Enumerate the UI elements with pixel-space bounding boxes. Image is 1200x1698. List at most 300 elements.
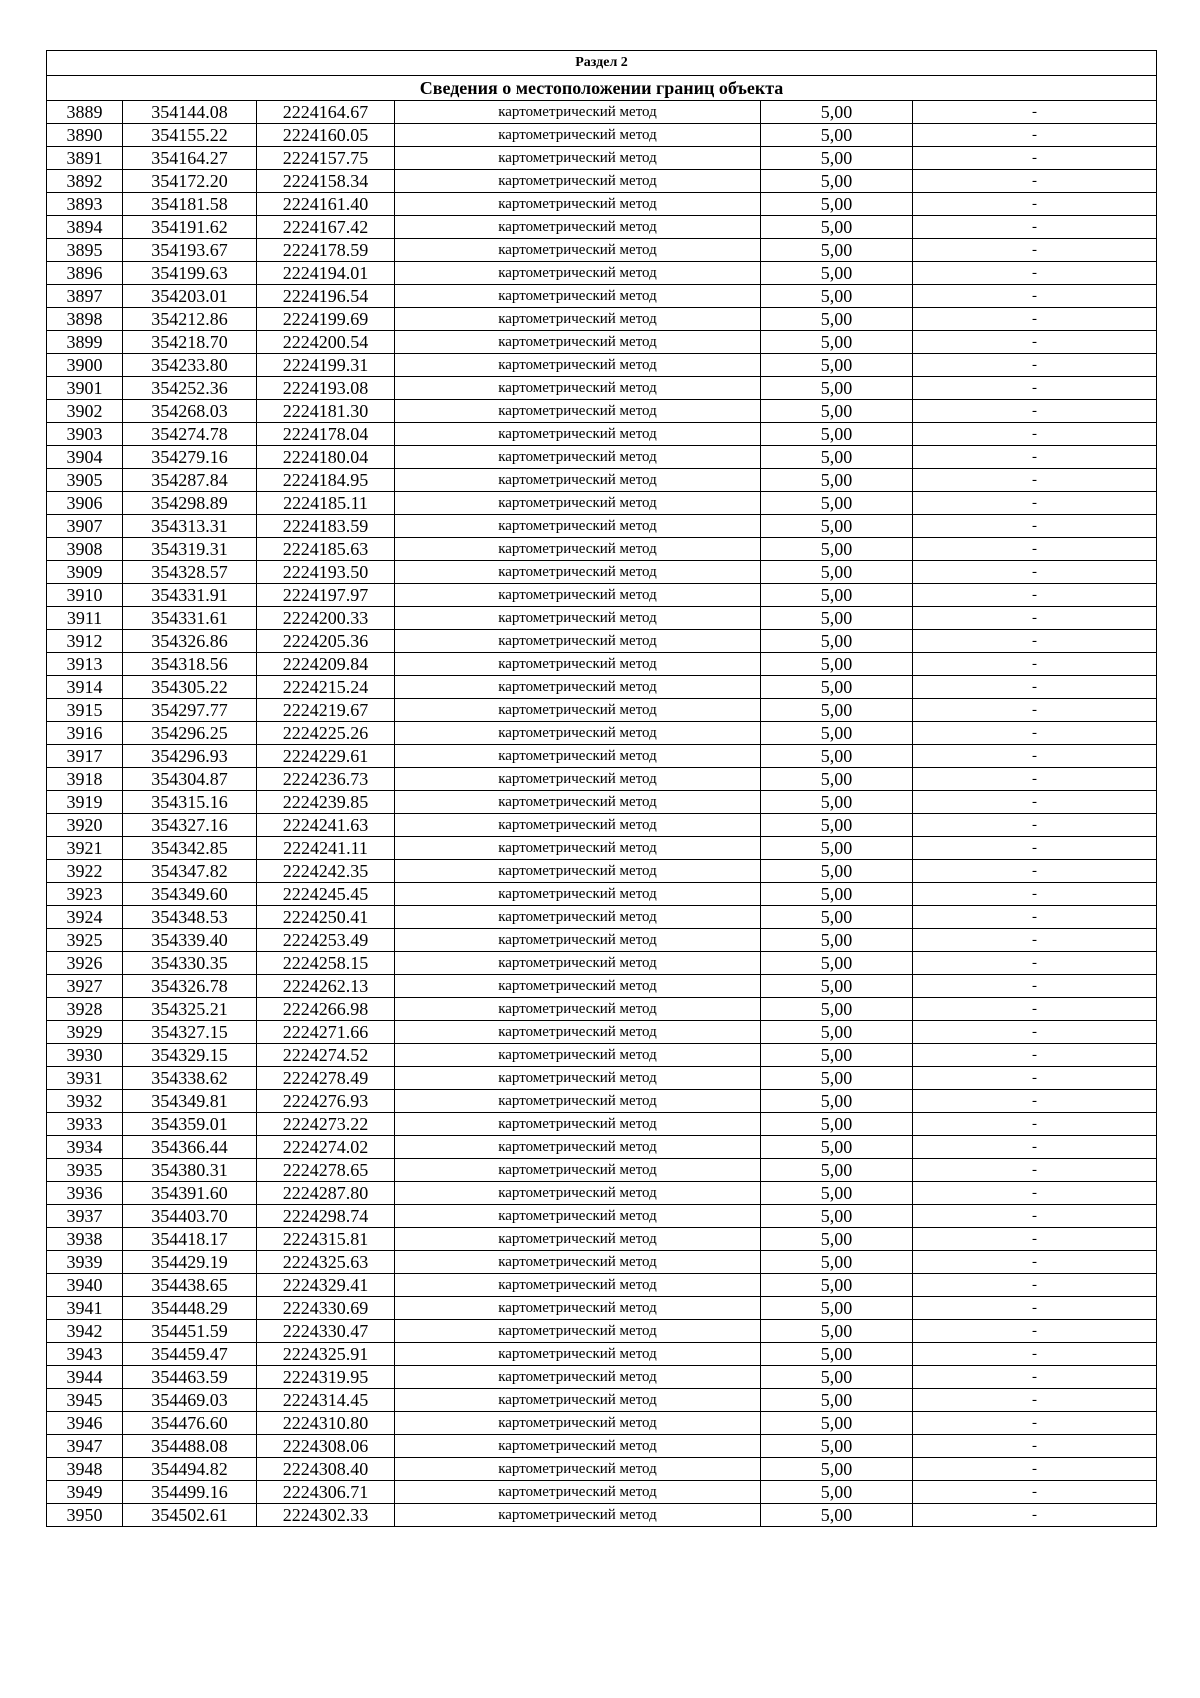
accuracy-cell: 5,00	[761, 262, 913, 285]
y-coordinate-cell: 2224158.34	[257, 170, 395, 193]
y-coordinate-cell: 2224193.50	[257, 561, 395, 584]
table-row	[47, 285, 1157, 308]
point-number-cell: 3909	[47, 561, 123, 584]
description-cell: -	[913, 1159, 1157, 1182]
table-row	[47, 1343, 1157, 1366]
point-number-cell: 3936	[47, 1182, 123, 1205]
method-cell: картометрический метод	[395, 1228, 761, 1251]
description-cell: -	[913, 538, 1157, 561]
accuracy-cell: 5,00	[761, 1044, 913, 1067]
method-cell: картометрический метод	[395, 400, 761, 423]
y-coordinate-cell: 2224160.05	[257, 124, 395, 147]
y-coordinate-cell: 2224271.66	[257, 1021, 395, 1044]
accuracy-cell: 5,00	[761, 331, 913, 354]
accuracy-cell: 5,00	[761, 998, 913, 1021]
y-coordinate-cell: 2224180.04	[257, 446, 395, 469]
point-number-cell: 3890	[47, 124, 123, 147]
accuracy-cell: 5,00	[761, 1320, 913, 1343]
accuracy-cell: 5,00	[761, 1205, 913, 1228]
x-coordinate-cell: 354305.22	[123, 676, 257, 699]
accuracy-cell: 5,00	[761, 676, 913, 699]
y-coordinate-cell: 2224229.61	[257, 745, 395, 768]
accuracy-cell: 5,00	[761, 492, 913, 515]
y-coordinate-cell: 2224245.45	[257, 883, 395, 906]
y-coordinate-cell: 2224308.40	[257, 1458, 395, 1481]
accuracy-cell: 5,00	[761, 1435, 913, 1458]
method-cell: картометрический метод	[395, 331, 761, 354]
table-row	[47, 101, 1157, 124]
description-cell: -	[913, 1182, 1157, 1205]
method-cell: картометрический метод	[395, 561, 761, 584]
accuracy-cell: 5,00	[761, 837, 913, 860]
y-coordinate-cell: 2224185.11	[257, 492, 395, 515]
description-cell: -	[913, 561, 1157, 584]
x-coordinate-cell: 354268.03	[123, 400, 257, 423]
table-row	[47, 699, 1157, 722]
point-number-cell: 3889	[47, 101, 123, 124]
method-cell: картометрический метод	[395, 860, 761, 883]
point-number-cell: 3920	[47, 814, 123, 837]
y-coordinate-cell: 2224205.36	[257, 630, 395, 653]
description-cell: -	[913, 607, 1157, 630]
accuracy-cell: 5,00	[761, 400, 913, 423]
x-coordinate-cell: 354342.85	[123, 837, 257, 860]
table-row	[47, 469, 1157, 492]
y-coordinate-cell: 2224262.13	[257, 975, 395, 998]
description-cell: -	[913, 998, 1157, 1021]
description-cell: -	[913, 354, 1157, 377]
table-row	[47, 239, 1157, 262]
accuracy-cell: 5,00	[761, 1090, 913, 1113]
accuracy-cell: 5,00	[761, 124, 913, 147]
table-row	[47, 952, 1157, 975]
description-cell: -	[913, 1481, 1157, 1504]
accuracy-cell: 5,00	[761, 975, 913, 998]
table-row	[47, 929, 1157, 952]
x-coordinate-cell: 354327.16	[123, 814, 257, 837]
method-cell: картометрический метод	[395, 1412, 761, 1435]
accuracy-cell: 5,00	[761, 101, 913, 124]
description-cell: -	[913, 101, 1157, 124]
accuracy-cell: 5,00	[761, 193, 913, 216]
x-coordinate-cell: 354429.19	[123, 1251, 257, 1274]
y-coordinate-cell: 2224325.91	[257, 1343, 395, 1366]
method-cell: картометрический метод	[395, 1182, 761, 1205]
y-coordinate-cell: 2224329.41	[257, 1274, 395, 1297]
table-row	[47, 768, 1157, 791]
description-cell: -	[913, 492, 1157, 515]
x-coordinate-cell: 354296.93	[123, 745, 257, 768]
point-number-cell: 3926	[47, 952, 123, 975]
accuracy-cell: 5,00	[761, 147, 913, 170]
method-cell: картометрический метод	[395, 1113, 761, 1136]
y-coordinate-cell: 2224274.02	[257, 1136, 395, 1159]
accuracy-cell: 5,00	[761, 561, 913, 584]
x-coordinate-cell: 354331.61	[123, 607, 257, 630]
method-cell: картометрический метод	[395, 1458, 761, 1481]
method-cell: картометрический метод	[395, 837, 761, 860]
x-coordinate-cell: 354199.63	[123, 262, 257, 285]
accuracy-cell: 5,00	[761, 1182, 913, 1205]
description-cell: -	[913, 791, 1157, 814]
description-cell: -	[913, 722, 1157, 745]
description-cell: -	[913, 1205, 1157, 1228]
accuracy-cell: 5,00	[761, 584, 913, 607]
y-coordinate-cell: 2224266.98	[257, 998, 395, 1021]
accuracy-cell: 5,00	[761, 377, 913, 400]
description-cell: -	[913, 124, 1157, 147]
point-number-cell: 3947	[47, 1435, 123, 1458]
method-cell: картометрический метод	[395, 170, 761, 193]
x-coordinate-cell: 354349.81	[123, 1090, 257, 1113]
description-cell: -	[913, 883, 1157, 906]
y-coordinate-cell: 2224250.41	[257, 906, 395, 929]
description-cell: -	[913, 1343, 1157, 1366]
y-coordinate-cell: 2224330.69	[257, 1297, 395, 1320]
x-coordinate-cell: 354359.01	[123, 1113, 257, 1136]
y-coordinate-cell: 2224308.06	[257, 1435, 395, 1458]
method-cell: картометрический метод	[395, 124, 761, 147]
accuracy-cell: 5,00	[761, 1297, 913, 1320]
point-number-cell: 3919	[47, 791, 123, 814]
y-coordinate-cell: 2224225.26	[257, 722, 395, 745]
x-coordinate-cell: 354459.47	[123, 1343, 257, 1366]
method-cell: картометрический метод	[395, 653, 761, 676]
x-coordinate-cell: 354313.31	[123, 515, 257, 538]
table-row	[47, 446, 1157, 469]
point-number-cell: 3892	[47, 170, 123, 193]
x-coordinate-cell: 354297.77	[123, 699, 257, 722]
method-cell: картометрический метод	[395, 101, 761, 124]
table-row	[47, 377, 1157, 400]
y-coordinate-cell: 2224310.80	[257, 1412, 395, 1435]
method-cell: картометрический метод	[395, 239, 761, 262]
point-number-cell: 3942	[47, 1320, 123, 1343]
point-number-cell: 3938	[47, 1228, 123, 1251]
x-coordinate-cell: 354448.29	[123, 1297, 257, 1320]
accuracy-cell: 5,00	[761, 285, 913, 308]
point-number-cell: 3900	[47, 354, 123, 377]
y-coordinate-cell: 2224199.31	[257, 354, 395, 377]
y-coordinate-cell: 2224157.75	[257, 147, 395, 170]
y-coordinate-cell: 2224193.08	[257, 377, 395, 400]
method-cell: картометрический метод	[395, 492, 761, 515]
method-cell: картометрический метод	[395, 377, 761, 400]
y-coordinate-cell: 2224199.69	[257, 308, 395, 331]
table-row	[47, 216, 1157, 239]
accuracy-cell: 5,00	[761, 1412, 913, 1435]
description-cell: -	[913, 469, 1157, 492]
x-coordinate-cell: 354315.16	[123, 791, 257, 814]
table-row	[47, 423, 1157, 446]
table-row	[47, 1366, 1157, 1389]
point-number-cell: 3905	[47, 469, 123, 492]
point-number-cell: 3945	[47, 1389, 123, 1412]
section-label: Раздел 2	[47, 51, 1157, 76]
y-coordinate-cell: 2224319.95	[257, 1366, 395, 1389]
description-cell: -	[913, 699, 1157, 722]
point-number-cell: 3930	[47, 1044, 123, 1067]
y-coordinate-cell: 2224239.85	[257, 791, 395, 814]
x-coordinate-cell: 354218.70	[123, 331, 257, 354]
description-cell: -	[913, 400, 1157, 423]
y-coordinate-cell: 2224241.63	[257, 814, 395, 837]
description-cell: -	[913, 1389, 1157, 1412]
y-coordinate-cell: 2224242.35	[257, 860, 395, 883]
y-coordinate-cell: 2224209.84	[257, 653, 395, 676]
accuracy-cell: 5,00	[761, 170, 913, 193]
accuracy-cell: 5,00	[761, 1021, 913, 1044]
table-row	[47, 630, 1157, 653]
x-coordinate-cell: 354191.62	[123, 216, 257, 239]
point-number-cell: 3903	[47, 423, 123, 446]
y-coordinate-cell: 2224278.65	[257, 1159, 395, 1182]
y-coordinate-cell: 2224274.52	[257, 1044, 395, 1067]
method-cell: картометрический метод	[395, 1136, 761, 1159]
accuracy-cell: 5,00	[761, 929, 913, 952]
accuracy-cell: 5,00	[761, 814, 913, 837]
table-row	[47, 492, 1157, 515]
table-row	[47, 607, 1157, 630]
method-cell: картометрический метод	[395, 745, 761, 768]
description-cell: -	[913, 745, 1157, 768]
table-row	[47, 1090, 1157, 1113]
method-cell: картометрический метод	[395, 906, 761, 929]
point-number-cell: 3922	[47, 860, 123, 883]
table-row	[47, 1067, 1157, 1090]
table-row	[47, 1320, 1157, 1343]
point-number-cell: 3897	[47, 285, 123, 308]
table-title: Сведения о местоположении границ объекта	[47, 76, 1157, 101]
accuracy-cell: 5,00	[761, 354, 913, 377]
x-coordinate-cell: 354469.03	[123, 1389, 257, 1412]
description-cell: -	[913, 170, 1157, 193]
y-coordinate-cell: 2224273.22	[257, 1113, 395, 1136]
table-row	[47, 584, 1157, 607]
x-coordinate-cell: 354328.57	[123, 561, 257, 584]
accuracy-cell: 5,00	[761, 446, 913, 469]
point-number-cell: 3932	[47, 1090, 123, 1113]
table-row	[47, 1182, 1157, 1205]
method-cell: картометрический метод	[395, 193, 761, 216]
description-cell: -	[913, 1136, 1157, 1159]
x-coordinate-cell: 354296.25	[123, 722, 257, 745]
table-row	[47, 1412, 1157, 1435]
y-coordinate-cell: 2224276.93	[257, 1090, 395, 1113]
accuracy-cell: 5,00	[761, 515, 913, 538]
accuracy-cell: 5,00	[761, 1136, 913, 1159]
table-row	[47, 1228, 1157, 1251]
x-coordinate-cell: 354366.44	[123, 1136, 257, 1159]
accuracy-cell: 5,00	[761, 722, 913, 745]
point-number-cell: 3921	[47, 837, 123, 860]
description-cell: -	[913, 331, 1157, 354]
x-coordinate-cell: 354348.53	[123, 906, 257, 929]
method-cell: картометрический метод	[395, 1159, 761, 1182]
point-number-cell: 3935	[47, 1159, 123, 1182]
accuracy-cell: 5,00	[761, 1274, 913, 1297]
y-coordinate-cell: 2224253.49	[257, 929, 395, 952]
y-coordinate-cell: 2224194.01	[257, 262, 395, 285]
x-coordinate-cell: 354193.67	[123, 239, 257, 262]
method-cell: картометрический метод	[395, 515, 761, 538]
x-coordinate-cell: 354403.70	[123, 1205, 257, 1228]
accuracy-cell: 5,00	[761, 1159, 913, 1182]
table-row	[47, 791, 1157, 814]
point-number-cell: 3917	[47, 745, 123, 768]
point-number-cell: 3896	[47, 262, 123, 285]
point-number-cell: 3944	[47, 1366, 123, 1389]
point-number-cell: 3924	[47, 906, 123, 929]
description-cell: -	[913, 423, 1157, 446]
description-cell: -	[913, 952, 1157, 975]
y-coordinate-cell: 2224215.24	[257, 676, 395, 699]
description-cell: -	[913, 1251, 1157, 1274]
description-cell: -	[913, 814, 1157, 837]
y-coordinate-cell: 2224236.73	[257, 768, 395, 791]
table-row	[47, 308, 1157, 331]
point-number-cell: 3893	[47, 193, 123, 216]
table-row	[47, 515, 1157, 538]
table-row	[47, 1481, 1157, 1504]
description-cell: -	[913, 1412, 1157, 1435]
y-coordinate-cell: 2224306.71	[257, 1481, 395, 1504]
description-cell: -	[913, 929, 1157, 952]
x-coordinate-cell: 354212.86	[123, 308, 257, 331]
table-row	[47, 1297, 1157, 1320]
method-cell: картометрический метод	[395, 814, 761, 837]
y-coordinate-cell: 2224241.11	[257, 837, 395, 860]
table-row	[47, 1021, 1157, 1044]
table-row	[47, 860, 1157, 883]
table-row	[47, 883, 1157, 906]
y-coordinate-cell: 2224185.63	[257, 538, 395, 561]
x-coordinate-cell: 354164.27	[123, 147, 257, 170]
method-cell: картометрический метод	[395, 607, 761, 630]
point-number-cell: 3918	[47, 768, 123, 791]
description-cell: -	[913, 239, 1157, 262]
table-row	[47, 124, 1157, 147]
description-cell: -	[913, 1320, 1157, 1343]
point-number-cell: 3912	[47, 630, 123, 653]
accuracy-cell: 5,00	[761, 860, 913, 883]
description-cell: -	[913, 515, 1157, 538]
method-cell: картометрический метод	[395, 262, 761, 285]
point-number-cell: 3904	[47, 446, 123, 469]
table-row	[47, 1435, 1157, 1458]
y-coordinate-cell: 2224278.49	[257, 1067, 395, 1090]
x-coordinate-cell: 354349.60	[123, 883, 257, 906]
table-row	[47, 1504, 1157, 1527]
point-number-cell: 3907	[47, 515, 123, 538]
accuracy-cell: 5,00	[761, 469, 913, 492]
x-coordinate-cell: 354326.86	[123, 630, 257, 653]
x-coordinate-cell: 354279.16	[123, 446, 257, 469]
table-row	[47, 1251, 1157, 1274]
method-cell: картометрический метод	[395, 1435, 761, 1458]
method-cell: картометрический метод	[395, 1021, 761, 1044]
method-cell: картометрический метод	[395, 1389, 761, 1412]
y-coordinate-cell: 2224287.80	[257, 1182, 395, 1205]
accuracy-cell: 5,00	[761, 653, 913, 676]
point-number-cell: 3943	[47, 1343, 123, 1366]
description-cell: -	[913, 1435, 1157, 1458]
accuracy-cell: 5,00	[761, 1343, 913, 1366]
table-row	[47, 193, 1157, 216]
accuracy-cell: 5,00	[761, 745, 913, 768]
description-cell: -	[913, 1274, 1157, 1297]
description-cell: -	[913, 906, 1157, 929]
point-number-cell: 3946	[47, 1412, 123, 1435]
method-cell: картометрический метод	[395, 676, 761, 699]
table-row	[47, 1458, 1157, 1481]
point-number-cell: 3950	[47, 1504, 123, 1527]
point-number-cell: 3941	[47, 1297, 123, 1320]
y-coordinate-cell: 2224164.67	[257, 101, 395, 124]
method-cell: картометрический метод	[395, 883, 761, 906]
point-number-cell: 3899	[47, 331, 123, 354]
accuracy-cell: 5,00	[761, 1113, 913, 1136]
accuracy-cell: 5,00	[761, 952, 913, 975]
point-number-cell: 3901	[47, 377, 123, 400]
accuracy-cell: 5,00	[761, 538, 913, 561]
description-cell: -	[913, 308, 1157, 331]
point-number-cell: 3949	[47, 1481, 123, 1504]
method-cell: картометрический метод	[395, 308, 761, 331]
point-number-cell: 3894	[47, 216, 123, 239]
point-number-cell: 3913	[47, 653, 123, 676]
method-cell: картометрический метод	[395, 1274, 761, 1297]
description-cell: -	[913, 1067, 1157, 1090]
x-coordinate-cell: 354304.87	[123, 768, 257, 791]
accuracy-cell: 5,00	[761, 1458, 913, 1481]
method-cell: картометрический метод	[395, 722, 761, 745]
accuracy-cell: 5,00	[761, 630, 913, 653]
description-cell: -	[913, 630, 1157, 653]
table-row	[47, 538, 1157, 561]
y-coordinate-cell: 2224161.40	[257, 193, 395, 216]
description-cell: -	[913, 768, 1157, 791]
point-number-cell: 3898	[47, 308, 123, 331]
description-cell: -	[913, 860, 1157, 883]
table-row	[47, 1136, 1157, 1159]
method-cell: картометрический метод	[395, 584, 761, 607]
x-coordinate-cell: 354325.21	[123, 998, 257, 1021]
table-row	[47, 147, 1157, 170]
accuracy-cell: 5,00	[761, 906, 913, 929]
description-cell: -	[913, 1113, 1157, 1136]
accuracy-cell: 5,00	[761, 1366, 913, 1389]
method-cell: картометрический метод	[395, 768, 761, 791]
point-number-cell: 3928	[47, 998, 123, 1021]
method-cell: картометрический метод	[395, 952, 761, 975]
method-cell: картометрический метод	[395, 1297, 761, 1320]
y-coordinate-cell: 2224314.45	[257, 1389, 395, 1412]
x-coordinate-cell: 354330.35	[123, 952, 257, 975]
description-cell: -	[913, 1090, 1157, 1113]
x-coordinate-cell: 354329.15	[123, 1044, 257, 1067]
point-number-cell: 3911	[47, 607, 123, 630]
point-number-cell: 3927	[47, 975, 123, 998]
method-cell: картометрический метод	[395, 446, 761, 469]
x-coordinate-cell: 354155.22	[123, 124, 257, 147]
method-cell: картометрический метод	[395, 630, 761, 653]
x-coordinate-cell: 354339.40	[123, 929, 257, 952]
table-row	[47, 745, 1157, 768]
accuracy-cell: 5,00	[761, 883, 913, 906]
y-coordinate-cell: 2224302.33	[257, 1504, 395, 1527]
table-row	[47, 1044, 1157, 1067]
